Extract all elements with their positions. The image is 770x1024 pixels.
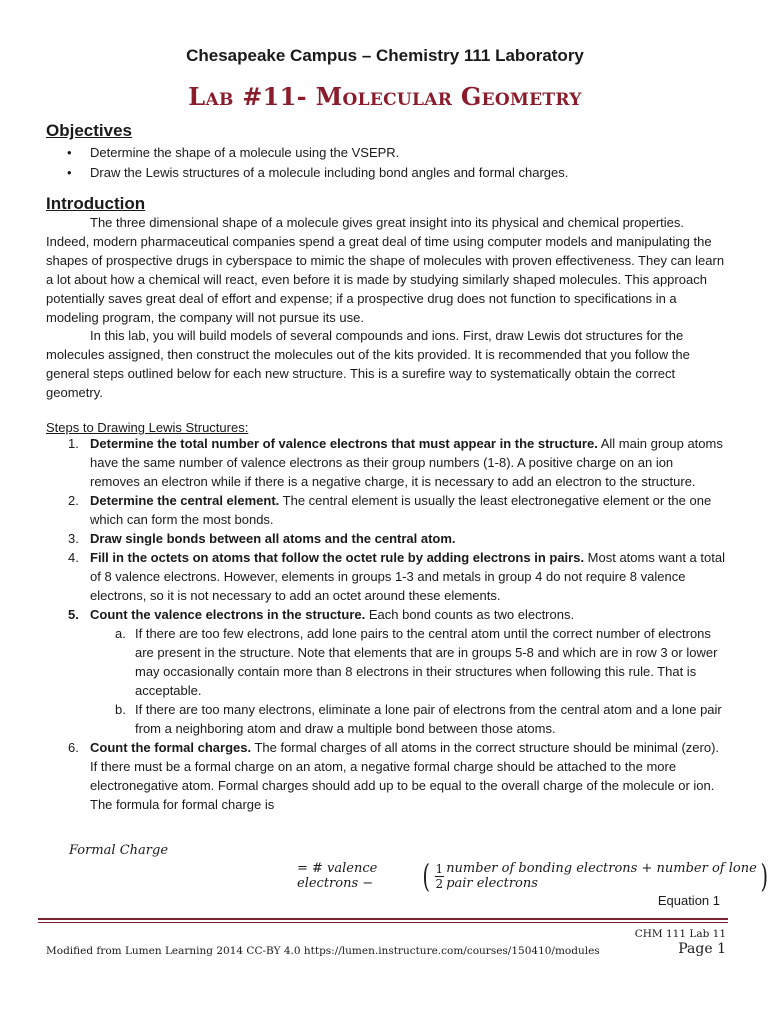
step-item — [46, 491, 726, 529]
intro-paragraph-1-text: The three dimensional shape of a molecule gives great insight into its physical and chemical properties. Indeed, modern pharmaceutical companies spend a great deal of time using computer models and manipulating the shapes of prospective drugs in cyberspace to mimic the shape of molecules with proven effectiveness. They can learn a lot about how a chemical will react, even before it is made by studying similarly shaped molecules. This approach potentially saves great deal of effort and expense; if a prospective drug does not function to specifications in a modeling program, the company will not pursue its use. — [46, 215, 725, 325]
step-title: Determine the total number of valence electrons that must appear in the structure. — [90, 436, 598, 451]
footer-rule-thin — [38, 922, 728, 923]
intro-paragraph-2-text: In this lab, you will build models of several compounds and ions. First, draw Lewis dot structures for the molecules assigned, then construct the molecules out of the kits provided. It is recommended that you follow the general steps outlined below for each new structure. This is a surefire way to systematically obtain the correct geometry. — [46, 328, 690, 400]
step-text: The formal charges of all atoms in the correct structure should be minimal (zero). If there must be a formal charge on an atom, a negative formal charge should be attached to the more electronegative atom. Formal charges should add up to be equal to the overall charge of the molecule or ion. The formula for formal charge is — [90, 740, 720, 812]
step-text: Most atoms want a total of 8 valence electrons. However, elements in groups 1-3 and metals in group 4 do not require 8 valence electrons, so it is not necessary to add an octet around these elements. — [90, 550, 725, 603]
objective-item: • Determine the shape of a molecule using the VSEPR. — [64, 143, 568, 163]
sub-step-text: If there are too many electrons, eliminate a lone pair of electrons from the central atom and a lone pair from a neighboring atom and draw a multiple bond between those atoms. — [135, 702, 722, 736]
formula-lhs: = # valence electrons − — [297, 861, 378, 891]
intro-paragraph-2 — [46, 326, 726, 402]
steps-list — [46, 434, 726, 814]
step-title: Fill in the octets on atoms that follow the octet rule by adding electrons in pairs. — [90, 550, 585, 565]
step-title: Draw single bonds between all atoms and the central atom. — [90, 531, 456, 546]
objectives-list — [64, 143, 568, 183]
footer-source: Modified from Lumen Learning 2014 CC-BY 4.0 https://lumen.instructure.com/courses/150410/modules — [46, 945, 600, 957]
sub-step-letter: a. — [115, 626, 126, 641]
formula-fraction — [435, 862, 445, 891]
sub-step-item — [46, 624, 726, 700]
footer-lab-label: CHM 111 Lab 11 — [634, 928, 726, 940]
step-title: Count the formal charges. — [90, 740, 252, 755]
step-number: 3. — [68, 531, 79, 546]
fraction-numerator: 1 — [435, 861, 444, 876]
step-item — [46, 434, 726, 491]
step-number: 6. — [68, 740, 79, 755]
formula-rhs: number of bonding electrons + number of lone pair electrons — [446, 861, 757, 891]
step-text: The central element is usually the least electronegative element or the one which can form the most bonds. — [90, 493, 712, 527]
step-text: All main group atoms have the same number of valence electrons as their group numbers (1-8). A positive charge on an ion removes an electron while if there is a negative charge, it is necessary to add an electron to the structure. — [90, 436, 723, 489]
introduction-heading: Introduction — [46, 194, 146, 213]
step-number: 5. — [68, 607, 79, 622]
formula-open-paren: ( — [422, 857, 431, 895]
step-item — [46, 529, 726, 548]
footer-rule-thick — [38, 918, 728, 920]
step-number: 4. — [68, 550, 79, 565]
campus-header: Chesapeake Campus – Chemistry 111 Laboratory — [186, 46, 584, 65]
fraction-denominator: 2 — [435, 876, 444, 891]
equation-label: Equation 1 — [657, 893, 720, 908]
objectives-heading: Objectives — [46, 121, 132, 140]
step-item — [46, 548, 726, 605]
footer-page-number: Page 1 — [678, 941, 726, 957]
step-item — [46, 605, 726, 624]
step-number: 2. — [68, 493, 79, 508]
step-number: 1. — [68, 436, 79, 451]
step-title: Determine the central element. — [90, 493, 280, 508]
formula-label: Formal Charge — [69, 843, 169, 858]
sub-step-text: If there are too few electrons, add lone pairs to the central atom until the correct number of electrons are present in the structure. Note that elements that are in groups 5-8 and which are in row 3 or lower may occasionally contain more than 8 electrons in their structures when following this rule. That is acceptable. — [135, 626, 718, 698]
steps-heading: Steps to Drawing Lewis Structures: — [46, 420, 249, 435]
step-item — [46, 738, 726, 814]
formula-close-paren: ) — [760, 857, 768, 895]
step-text: Each bond counts as two electrons. — [365, 607, 575, 622]
step-title: Count the valence electrons in the structure. — [90, 607, 366, 622]
sub-step-letter: b. — [115, 702, 126, 717]
objective-item: • Draw the Lewis structures of a molecule including bond angles and formal charges. — [64, 163, 568, 183]
intro-paragraph-1 — [46, 213, 726, 327]
formal-charge-formula — [297, 858, 770, 894]
sub-step-item — [46, 700, 726, 738]
lab-title: Lab #11- Molecular Geometry — [188, 82, 582, 111]
